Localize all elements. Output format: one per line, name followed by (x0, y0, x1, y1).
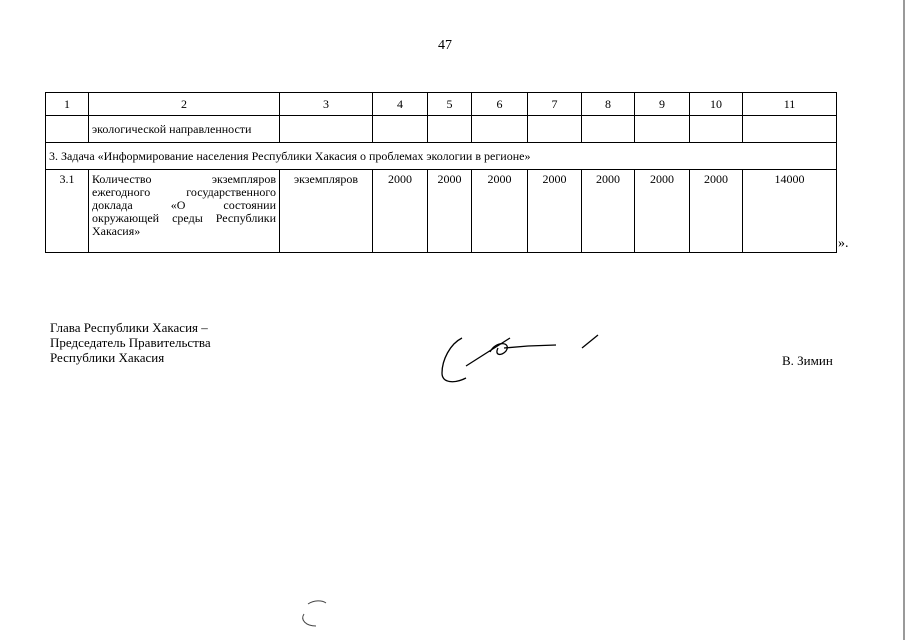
empty-cell (428, 116, 472, 143)
value-cell: 2000 (373, 170, 428, 253)
header-cell: 7 (528, 93, 582, 116)
header-cell: 8 (582, 93, 635, 116)
position-line: Глава Республики Хакасия – (50, 320, 208, 335)
table-row-item (46, 170, 837, 253)
position-line: Председатель Правительства (50, 335, 211, 350)
header-cell: 2 (89, 93, 280, 116)
header-cell: 11 (743, 93, 837, 116)
empty-cell (280, 116, 373, 143)
header-cell: 6 (472, 93, 528, 116)
indicator-name-cell: Количество экземпляров ежегодного государственного доклада «О состоянии окружающей среды Республики Хакасия» (89, 170, 280, 253)
position-line: Республики Хакасия (50, 350, 165, 365)
handwritten-signature (432, 318, 632, 393)
empty-cell (46, 116, 89, 143)
empty-cell (528, 116, 582, 143)
header-cell: 1 (46, 93, 89, 116)
section-title: 3. Задача «Информирование населения Республики Хакасия о проблемах экологии в регионе» (46, 143, 837, 170)
table-row-continued (46, 116, 837, 143)
header-cell: 3 (280, 93, 373, 116)
program-table (45, 92, 837, 253)
total-cell: 14000 (743, 170, 837, 253)
value-cell: 2000 (428, 170, 472, 253)
header-cell: 4 (373, 93, 428, 116)
empty-cell (743, 116, 837, 143)
header-row (46, 93, 837, 116)
value-cell: 2000 (582, 170, 635, 253)
empty-cell (690, 116, 743, 143)
closing-quote: ». (838, 236, 849, 251)
signatory-position (50, 320, 211, 365)
stray-mark (296, 596, 336, 636)
indicator-name-cell: экологической направленности (89, 116, 280, 143)
value-cell: 2000 (472, 170, 528, 253)
empty-cell (635, 116, 690, 143)
page-number: 47 (438, 38, 452, 53)
item-number: 3.1 (46, 170, 89, 253)
header-cell: 10 (690, 93, 743, 116)
value-cell: 2000 (528, 170, 582, 253)
signatory-name: В. Зимин (782, 353, 833, 368)
header-cell: 9 (635, 93, 690, 116)
header-cell: 5 (428, 93, 472, 116)
value-cell: 2000 (690, 170, 743, 253)
section-row (46, 143, 837, 170)
empty-cell (582, 116, 635, 143)
value-cell: 2000 (635, 170, 690, 253)
empty-cell (472, 116, 528, 143)
empty-cell (373, 116, 428, 143)
unit-cell: экземпляров (280, 170, 373, 253)
